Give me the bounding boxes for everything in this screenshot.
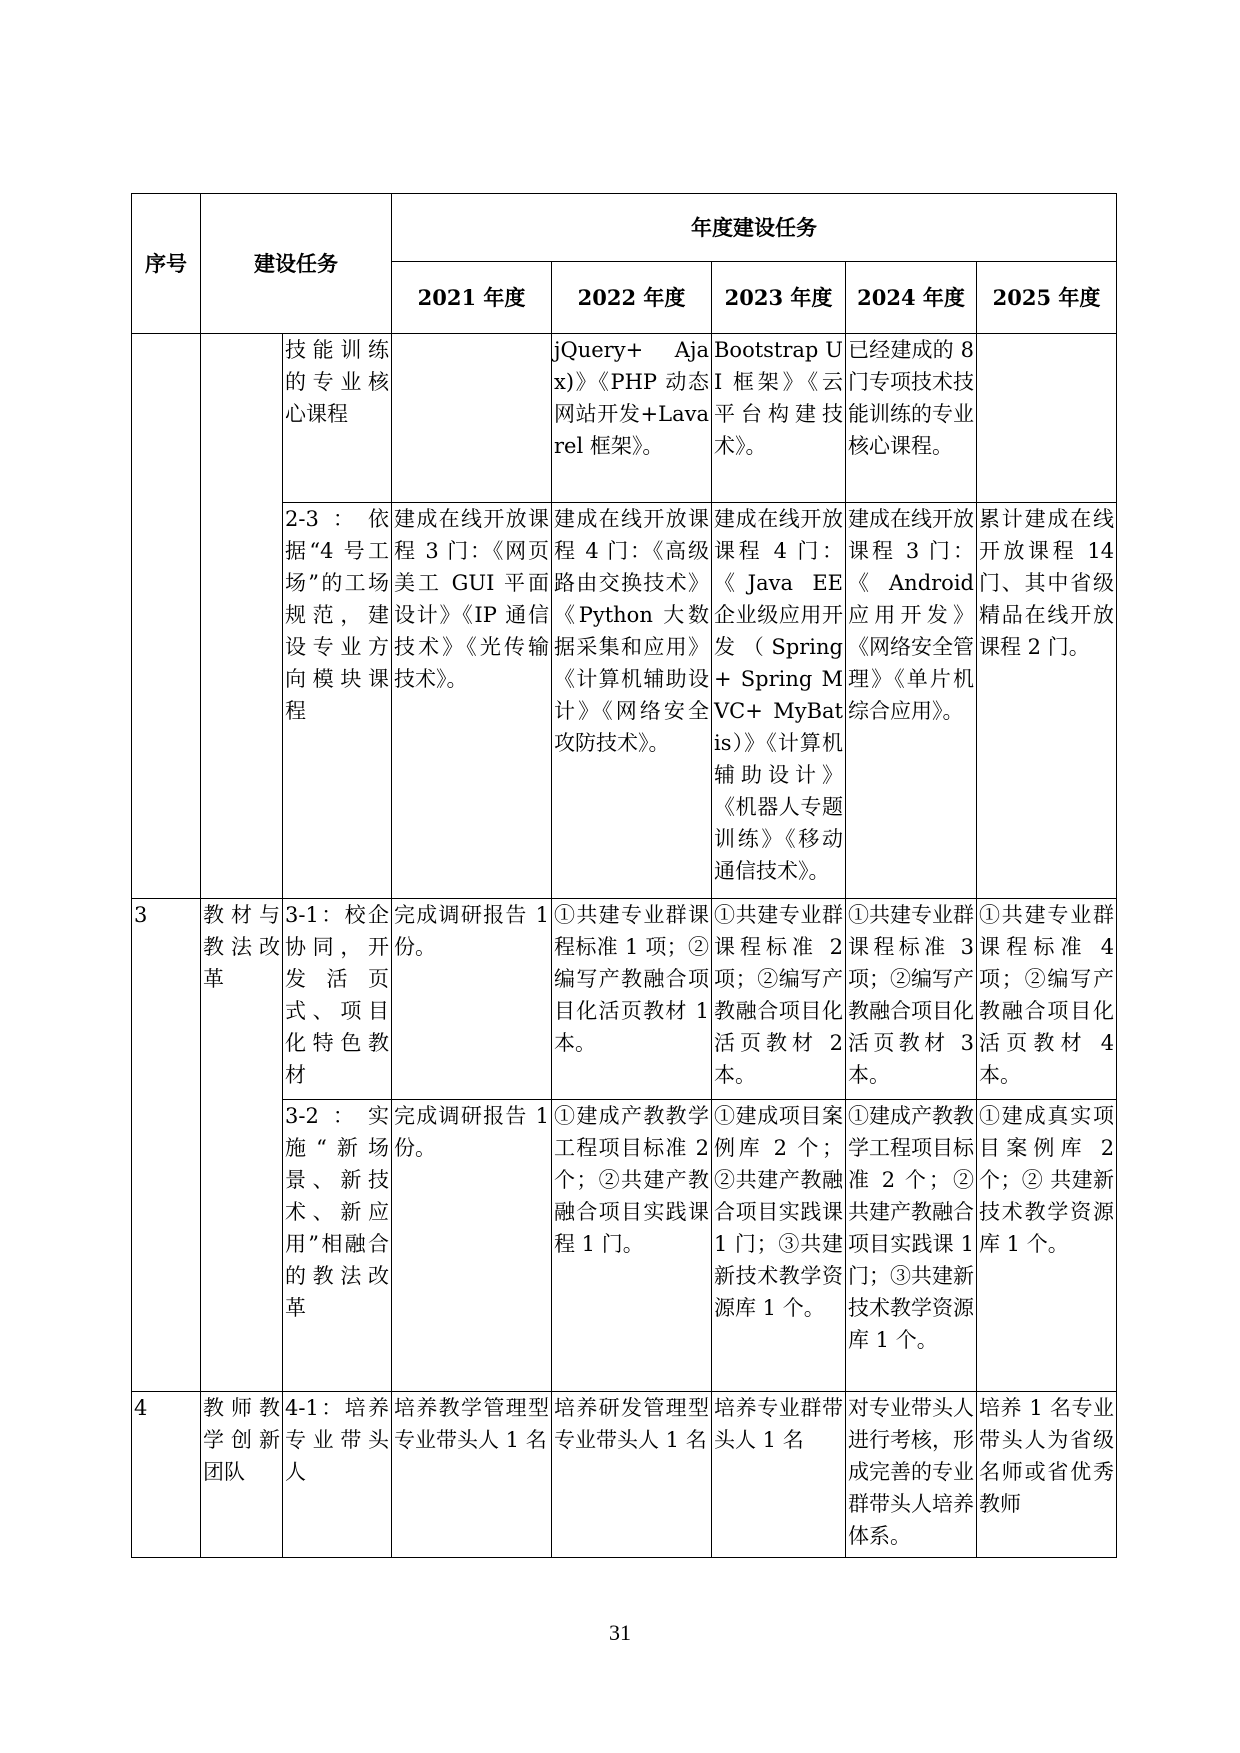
header-year-2025: 2025 年度 bbox=[977, 262, 1117, 334]
seq-cell-continued bbox=[132, 334, 201, 899]
year-2025-cell: 累计建成在线开放课程 14 门、其中省级精品在线开放课程 2 门。 bbox=[977, 503, 1117, 899]
task-cell: 教师教学创新团队 bbox=[201, 1392, 283, 1558]
seq-cell: 4 bbox=[132, 1392, 201, 1558]
header-year-2024: 2024 年度 bbox=[846, 262, 977, 334]
year-2024-cell: ①共建专业群课程标准 3 项；②编写产教融合项目化活页教材 3 本。 bbox=[846, 899, 977, 1100]
header-year-2023: 2023 年度 bbox=[712, 262, 846, 334]
year-2025-cell bbox=[977, 334, 1117, 503]
year-2023-cell: Bootstrap UI 框架》《云平台构建技术》。 bbox=[712, 334, 846, 503]
year-2025-cell: ①建成真实项目案例库 2 个；② 共建新技术教学资源库 1 个。 bbox=[977, 1100, 1117, 1392]
year-2023-cell: 培养专业群带头人 1 名 bbox=[712, 1392, 846, 1558]
construction-task-table bbox=[131, 193, 1117, 1558]
year-2022-cell: ①共建专业群课程标准 1 项；②编写产教融合项目化活页教材 1 本。 bbox=[552, 899, 712, 1100]
task-cell-continued bbox=[201, 334, 283, 899]
subtask-cell: 2-3：依据“4 号工场”的工场规范，建设专业方向模块课程 bbox=[283, 503, 392, 899]
year-2023-cell: 建成在线开放课程 4 门：《Java EE 企业级应用开发（Spring+ Spring MVC+ MyBatis）》《计算机辅助设计》《机器人专题训练》《移动通信技术》。 bbox=[712, 503, 846, 899]
seq-cell: 3 bbox=[132, 899, 201, 1392]
year-2021-cell: 完成调研报告 1 份。 bbox=[392, 1100, 552, 1392]
task-cell: 教材与教法改革 bbox=[201, 899, 283, 1392]
year-2023-cell: ①共建专业群课程标准 2 项；②编写产教融合项目化活页教材 2 本。 bbox=[712, 899, 846, 1100]
year-2024-cell: 建成在线开放课程 3 门：《Android 应用开发》《网络安全管理》《单片机综合应用》。 bbox=[846, 503, 977, 899]
year-2024-cell: ①建成产教教学工程项目标准 2 个；②共建产教融合项目实践课 1 门；③共建新技术教学资源库 1 个。 bbox=[846, 1100, 977, 1392]
table-row bbox=[132, 1392, 1117, 1558]
subtask-cell: 3-2：实施“新场景、新技术、新应用”相融合的教法改革 bbox=[283, 1100, 392, 1392]
year-2022-cell: 培养研发管理型专业带头人 1 名 bbox=[552, 1392, 712, 1558]
header-year-2022: 2022 年度 bbox=[552, 262, 712, 334]
year-2024-cell: 已经建成的 8 门专项技术技能训练的专业核心课程。 bbox=[846, 334, 977, 503]
header-task: 建设任务 bbox=[201, 194, 392, 334]
year-2024-cell: 对专业带头人进行考核，形成完善的专业群带头人培养体系。 bbox=[846, 1392, 977, 1558]
year-2021-cell: 建成在线开放课程 3 门：《网页美工 GUI 平面设计》《IP 通信技术》《光传输技术》。 bbox=[392, 503, 552, 899]
year-2021-cell: 培养教学管理型专业带头人 1 名 bbox=[392, 1392, 552, 1558]
subtask-cell: 4-1：培养专业带头人 bbox=[283, 1392, 392, 1558]
year-2023-cell: ①建成项目案例库 2 个；②共建产教融合项目实践课 1 门；③共建新技术教学资源库 1 个。 bbox=[712, 1100, 846, 1392]
page-number: 31 bbox=[609, 1620, 631, 1645]
header-year-2021: 2021 年度 bbox=[392, 262, 552, 334]
year-2025-cell: 培养 1 名专业带头人为省级名师或省优秀教师 bbox=[977, 1392, 1117, 1558]
subtask-cell: 技能训练的专业核心课程 bbox=[283, 334, 392, 503]
header-seq: 序号 bbox=[132, 194, 201, 334]
table-row bbox=[132, 334, 1117, 503]
year-2025-cell: ①共建专业群课程标准 4 项；②编写产教融合项目化活页教材 4 本。 bbox=[977, 899, 1117, 1100]
year-2021-cell: 完成调研报告 1 份。 bbox=[392, 899, 552, 1100]
year-2021-cell bbox=[392, 334, 552, 503]
year-2022-cell: ①建成产教教学工程项目标准 2 个；②共建产教融合项目实践课程 1 门。 bbox=[552, 1100, 712, 1392]
year-2022-cell: jQuery+ Ajax)》《PHP 动态网站开发+Lavarel 框架》。 bbox=[552, 334, 712, 503]
year-2022-cell: 建成在线开放课程 4 门：《高级路由交换技术》《Python 大数据采集和应用》《计算机辅助设计》《网络安全攻防技术》。 bbox=[552, 503, 712, 899]
subtask-cell: 3-1：校企协同，开发活页式、项目化特色教材 bbox=[283, 899, 392, 1100]
header-annual: 年度建设任务 bbox=[392, 194, 1117, 262]
table-row bbox=[132, 899, 1117, 1100]
